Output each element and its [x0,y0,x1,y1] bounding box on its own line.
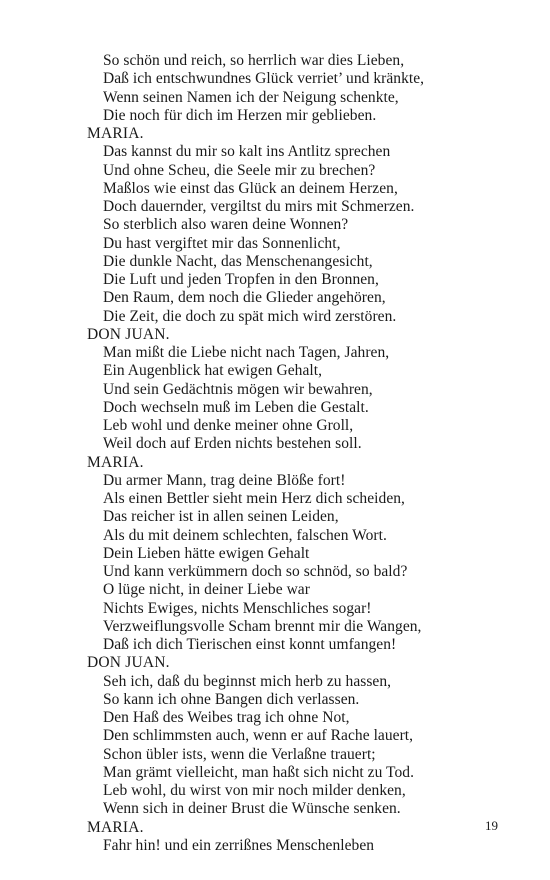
verse-line: Den Raum, dem noch die Glieder angehören, [103,289,386,307]
verse-line: Man mißt die Liebe nicht nach Tagen, Jahren, [103,344,390,361]
verse-line: Und kann verkümmern doch so schnöd, so bald? [103,563,408,580]
verse-line: Wenn sich in deiner Brust die Wünsche senken. [103,800,401,818]
verse-line: Du hast vergiftet mir das Sonnenlicht, [103,234,341,252]
verse-line: Dein Lieben hätte ewigen Gehalt [103,544,310,562]
verse-line: Du armer Mann, trag deine Blöße fort! [103,471,346,489]
verse-line: Die noch für dich im Herzen mir geblieben. [103,106,377,124]
verse-line: Maßlos wie einst das Glück an deinem Herzen, [103,179,398,197]
verse-line: Doch dauernder, vergiltst du mirs mit Schmerzen. [103,198,415,215]
play-text [87,52,527,855]
verse-line: Leb wohl, du wirst von mir noch milder denken, [103,782,406,799]
verse-line: Und sein Gedächtnis mögen wir bewahren, [103,380,373,398]
speaker-name: DON JUAN. [87,654,170,672]
speaker-name: DON JUAN. [87,325,170,343]
verse-line: Nichts Ewiges, nichts Menschliches sogar! [103,599,372,617]
verse-line: Das kannst du mir so kalt ins Antlitz sprechen [103,143,391,161]
speaker-name: MARIA. [87,453,144,471]
verse-line: Schon übler ists, wenn die Verlaßne trauert; [103,745,376,763]
verse-line: So kann ich ohne Bangen dich verlassen. [103,690,360,708]
verse-line: So sterblich also waren deine Wonnen? [103,216,349,234]
speaker-name: MARIA. [87,818,144,836]
verse-line: Doch wechseln muß im Leben die Gestalt. [103,398,369,416]
verse-line: O lüge nicht, in deiner Liebe war [103,581,310,599]
verse-line: Weil doch auf Erden nichts bestehen soll. [103,435,362,453]
verse-line: Das reicher ist in allen seinen Leiden, [103,508,339,526]
verse-line: Verzweiflungsvolle Scham brennt mir die Wangen, [103,617,422,635]
verse-line: So schön und reich, so herrlich war dies Lieben, [103,52,405,69]
verse-line: Daß ich dich Tierischen einst konnt umfangen! [103,636,397,653]
page-number: 19 [485,818,498,833]
verse-line: Fahr hin! und ein zerrißnes Menschenleben [103,836,375,854]
verse-line: Die dunkle Nacht, das Menschenangesicht, [103,252,373,270]
verse-line: Daß ich entschwundnes Glück verriet’ und kränkte, [103,70,425,88]
verse-line: Seh ich, daß du beginnst mich herb zu hassen, [103,672,392,690]
speaker-name: MARIA. [87,125,144,142]
verse-line: Und ohne Scheu, die Seele mir zu brechen? [103,161,376,179]
verse-line: Leb wohl und denke meiner ohne Groll, [103,417,354,434]
verse-line: Wenn seinen Namen ich der Neigung schenkte, [103,88,399,106]
verse-line: Als du mit deinem schlechten, falschen Wort. [103,526,387,544]
verse-line: Die Luft und jeden Tropfen in den Bronnen, [103,271,379,288]
verse-line: Den Haß des Weibes trag ich ohne Not, [103,709,350,726]
verse-line: Den schlimmsten auch, wenn er auf Rache lauert, [103,727,414,745]
verse-line: Man grämt vielleicht, man haßt sich nicht zu Tod. [103,763,415,781]
verse-line: Ein Augenblick hat ewigen Gehalt, [103,362,323,380]
verse-line: Als einen Bettler sieht mein Herz dich scheiden, [103,490,405,507]
verse-line: Die Zeit, die doch zu spät mich wird zerstören. [103,307,397,325]
